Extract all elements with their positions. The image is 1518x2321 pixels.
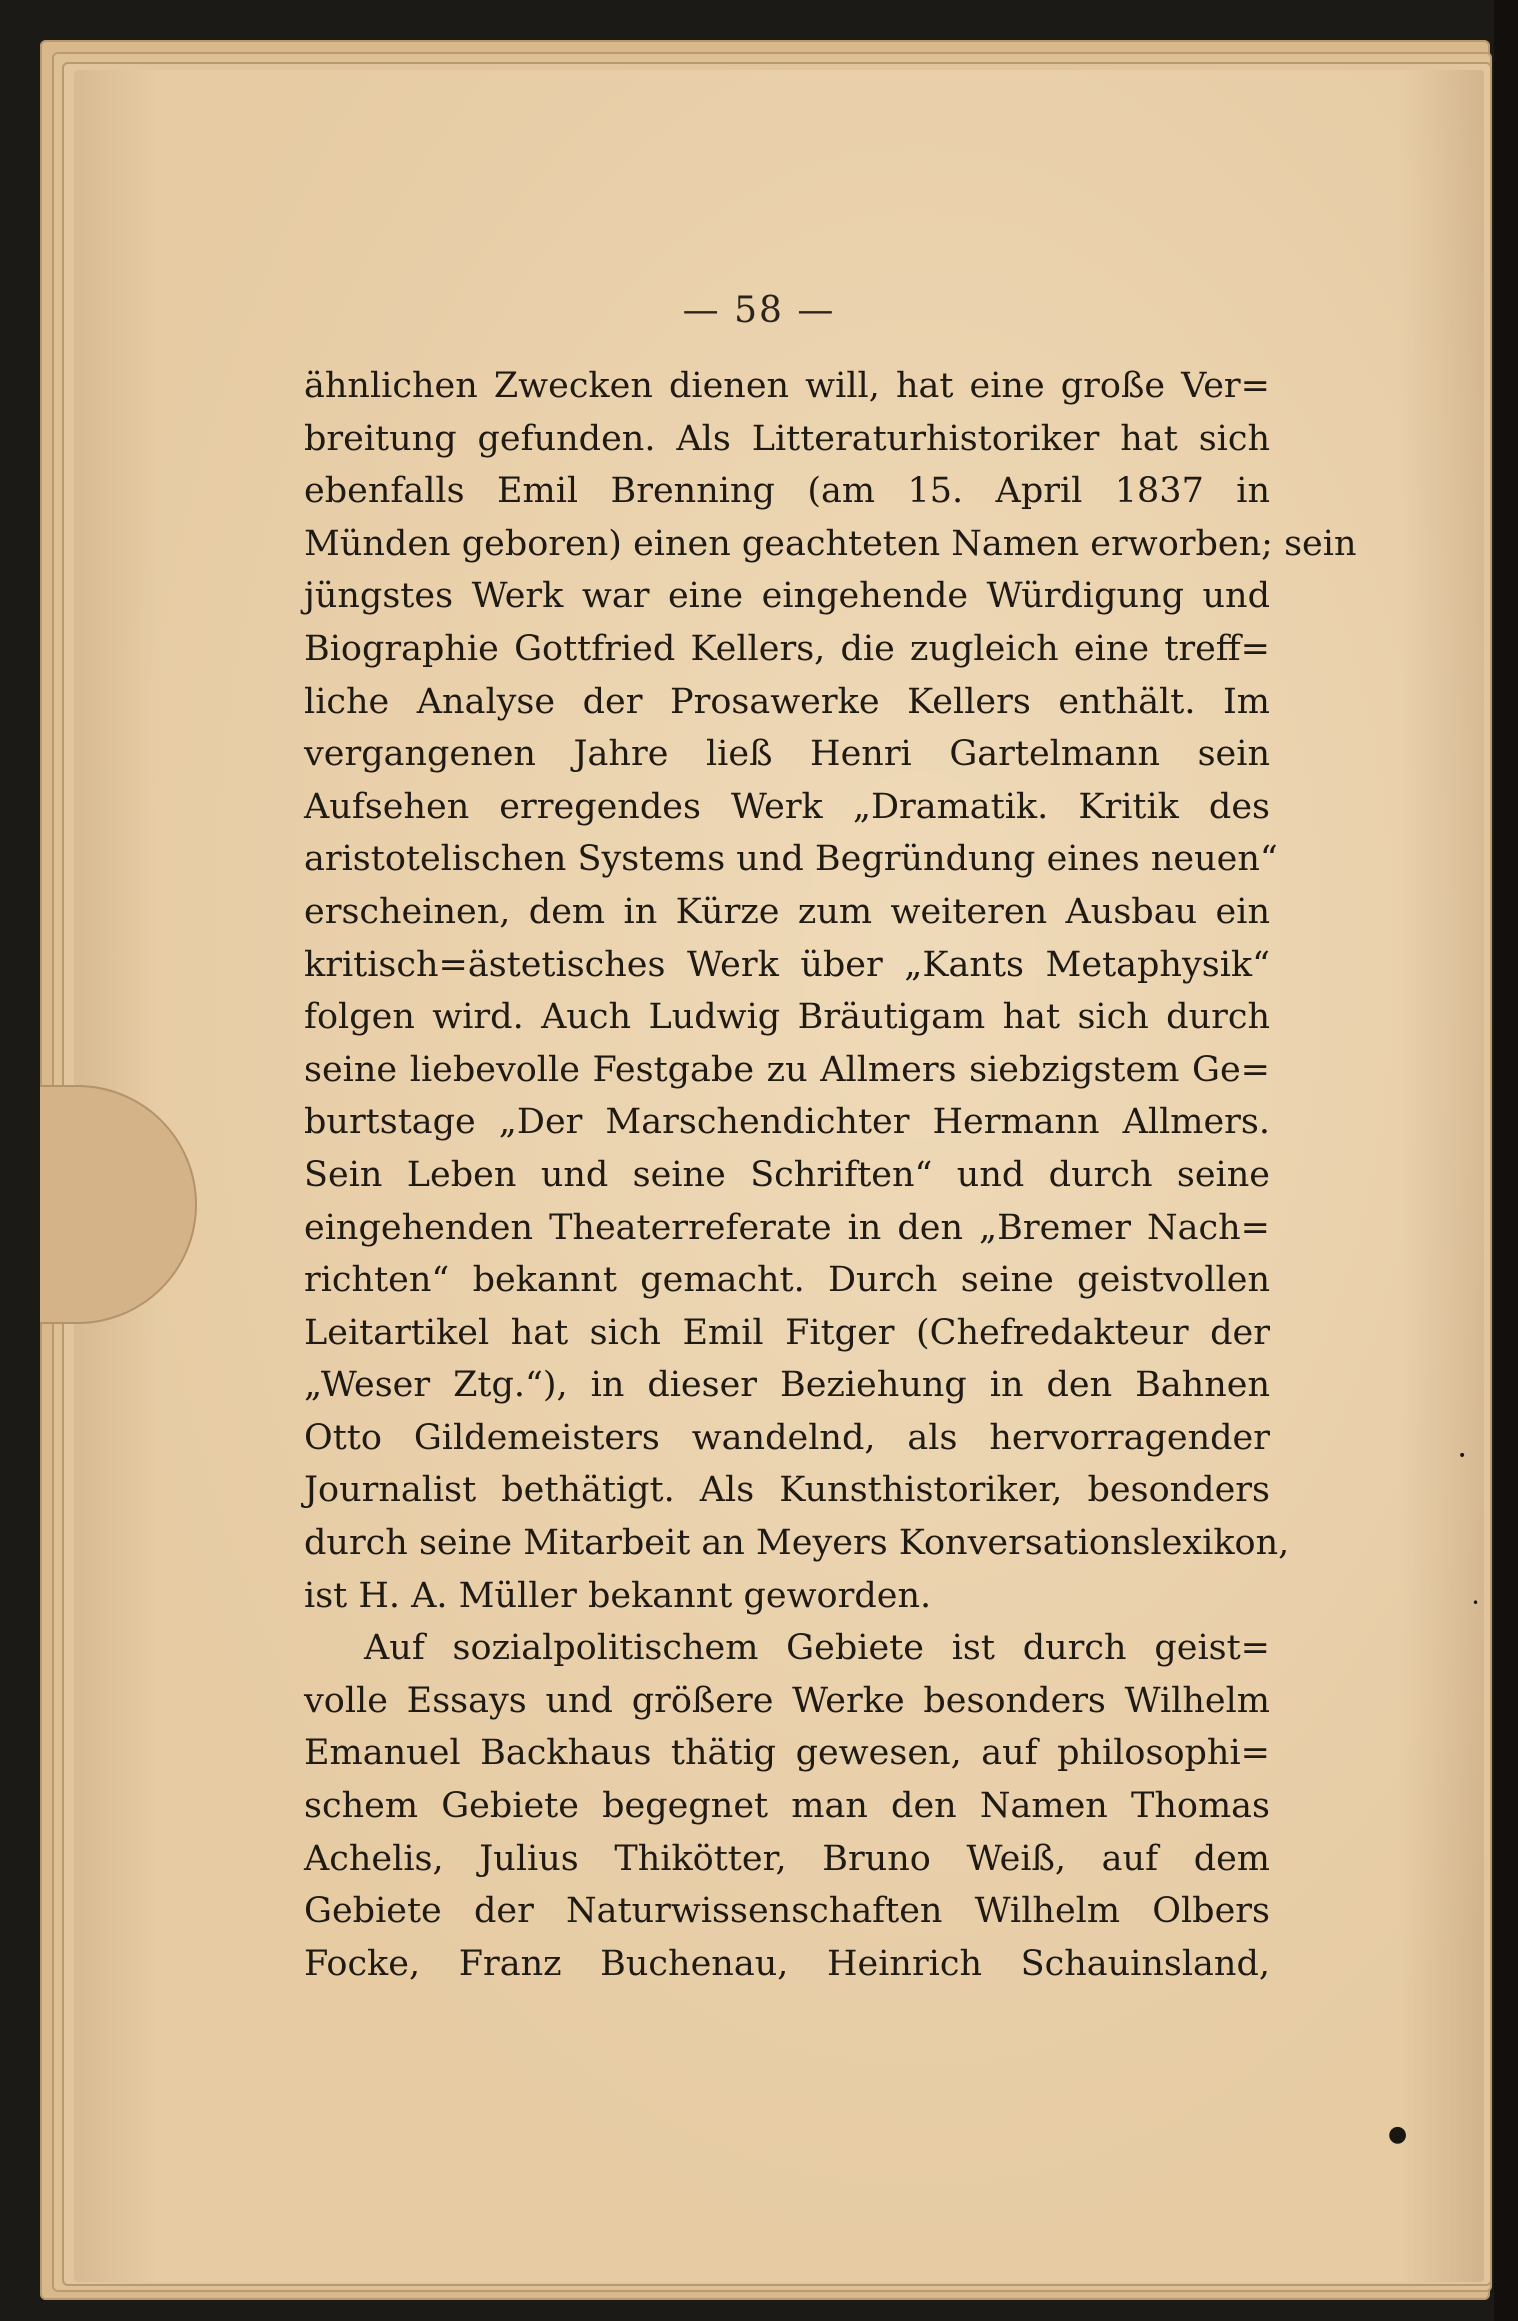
text-line: Leitartikel hat sich Emil Fitger (Chefredakteur der	[304, 1312, 1270, 1353]
ink-dot: ●	[1388, 2122, 1408, 2147]
text-line: ebenfalls Emil Brenning (am 15. April 1837 in	[304, 471, 1270, 512]
text-line: liche Analyse der Prosawerke Kellers enthält. Im	[304, 681, 1270, 722]
text-line: burtstage „Der Marschendichter Hermann Allmers.	[304, 1102, 1270, 1143]
text-line: Auf sozialpolitischem Gebiete ist durch geist=	[364, 1628, 1270, 1669]
book-gutter	[1494, 0, 1518, 2321]
text-line: Emanuel Backhaus thätig gewesen, auf philosophi=	[304, 1733, 1270, 1774]
text-line: vergangenen Jahre ließ Henri Gartelmann sein	[304, 734, 1270, 775]
text-line: aristotelischen Systems und Begründung eines neuen“	[304, 839, 1278, 880]
text-line: schem Gebiete begegnet man den Namen Thomas	[304, 1786, 1270, 1827]
text-line: seine liebevolle Festgabe zu Allmers siebzigstem Ge=	[304, 1049, 1270, 1090]
text-line: Focke, Franz Buchenau, Heinrich Schauinsland,	[304, 1943, 1270, 1984]
text-line: kritisch=ästetisches Werk über „Kants Metaphysik“	[304, 944, 1270, 985]
text-line: Sein Leben und seine Schriften“ und durch seine	[304, 1154, 1270, 1195]
text-line: erscheinen, dem in Kürze zum weiteren Ausbau ein	[304, 891, 1270, 932]
text-line: durch seine Mitarbeit an Meyers Konversationslexikon,	[304, 1523, 1290, 1564]
text-line: Journalist bethätigt. Als Kunsthistoriker, besonders	[304, 1470, 1270, 1511]
text-line: richten“ bekannt gemacht. Durch seine geistvollen	[304, 1260, 1270, 1301]
text-line: Münden geboren) einen geachteten Namen erworben; sein	[304, 523, 1357, 564]
text-line: breitung gefunden. Als Litteraturhistoriker hat sich	[304, 418, 1270, 459]
text-line: volle Essays und größere Werke besonders Wilhelm	[304, 1680, 1270, 1721]
text-line: Gebiete der Naturwissenschaften Wilhelm Olbers	[304, 1891, 1270, 1932]
body-text	[304, 360, 1357, 1990]
text-line: Aufsehen erregendes Werk „Dramatik. Kritik des	[304, 786, 1270, 827]
text-line: ist H. A. Müller bekannt geworden.	[304, 1575, 932, 1616]
text-line: folgen wird. Auch Ludwig Bräutigam hat sich durch	[304, 997, 1270, 1038]
text-line: eingehenden Theaterreferate in den „Bremer Nach=	[304, 1207, 1270, 1248]
text-line: jüngstes Werk war eine eingehende Würdigung und	[304, 576, 1270, 617]
ink-dot: •	[1458, 1448, 1467, 1464]
page-number: — 58 —	[682, 290, 836, 331]
text-line: Achelis, Julius Thikötter, Bruno Weiß, auf dem	[304, 1838, 1270, 1879]
text-line: Biographie Gottfried Kellers, die zugleich eine treff=	[304, 628, 1270, 669]
ink-dot: •	[1472, 1596, 1480, 1610]
text-line: Otto Gildemeisters wandelnd, als hervorragender	[304, 1417, 1270, 1458]
text-line: ähnlichen Zwecken dienen will, hat eine große Ver=	[304, 366, 1270, 406]
text-line: „Weser Ztg.“), in dieser Beziehung in den Bahnen	[304, 1365, 1270, 1406]
